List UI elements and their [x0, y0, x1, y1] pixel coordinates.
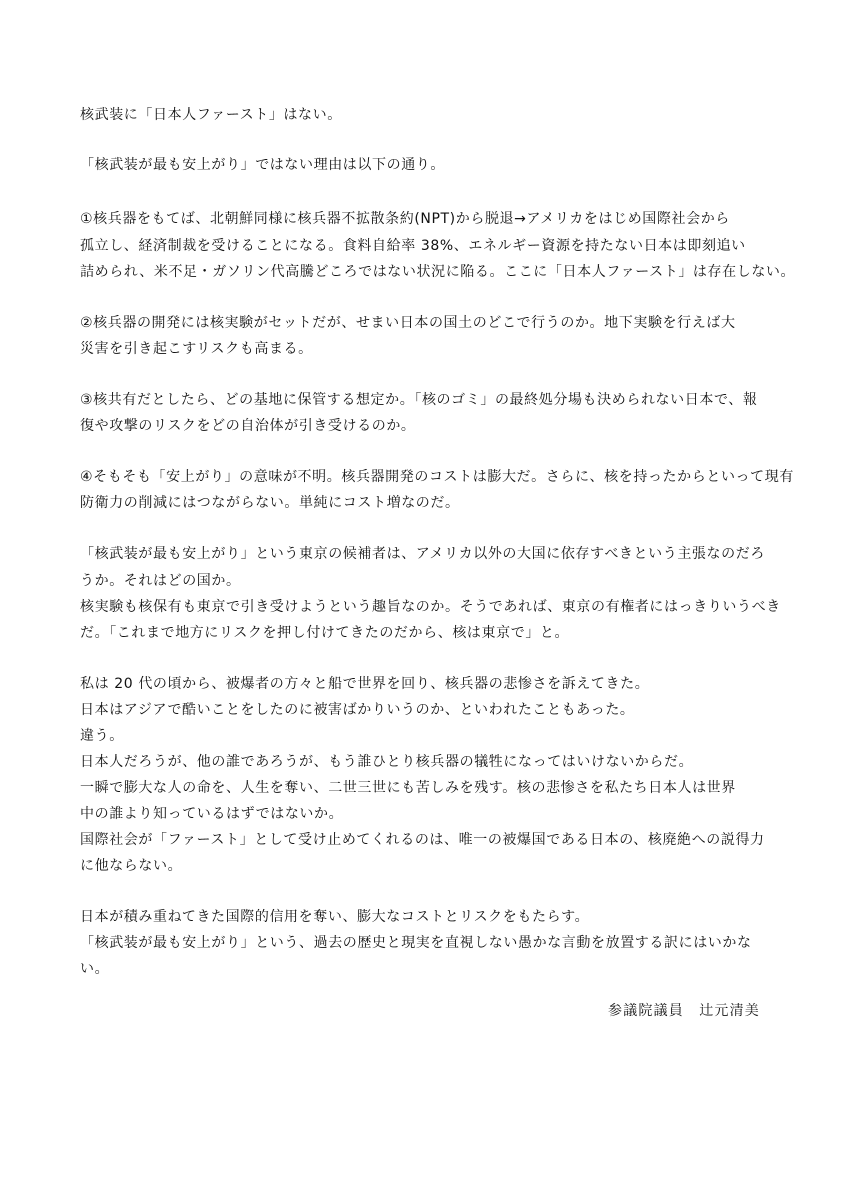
- intro-line: 「核武装が最も安上がり」ではない理由は以下の通り。: [80, 157, 445, 173]
- conclusion-paragraph-line: い。: [80, 961, 110, 977]
- conclusion-paragraph-line: 日本が積み重ねてきた国際的信用を奪い、膨大なコストとリスクをもたらす。: [80, 909, 590, 925]
- personal-paragraph-line: に他ならない。: [80, 858, 183, 874]
- personal-paragraph-line: 日本人だろうが、他の誰であろうが、もう誰ひとり核兵器の犠牲になってはいけないからだ。: [80, 754, 694, 770]
- candidate-paragraph-line: うか。それはどの国か。: [80, 573, 241, 589]
- personal-paragraph-line: 私は 20 代の頃から、被爆者の方々と船で世界を回り、核兵器の悲惨さを訴えてきた。: [80, 676, 650, 692]
- point-1-line: 孤立し、経済制裁を受けることになる。食料自給率 38%、エネルギー資源を持たない日本は即刻追い: [80, 238, 746, 254]
- candidate-paragraph-line: 核実験も核保有も東京で引き受けようという趣旨なのか。そうであれば、東京の有権者にはっきりいうべき: [80, 599, 781, 615]
- candidate-paragraph-line: 「核武装が最も安上がり」という東京の候補者は、アメリカ以外の大国に依存すべきという主張なのだろ: [80, 546, 765, 562]
- conclusion-paragraph-line: 「核武装が最も安上がり」という、過去の歴史と現実を直視しない愚かな言動を放置する訳にはいかな: [80, 935, 752, 951]
- personal-paragraph-line: 違う。: [80, 728, 124, 744]
- personal-paragraph-line: 国際社会が「ファースト」として受け止めてくれるのは、唯一の被爆国である日本の、核廃絶への説得力: [80, 832, 765, 848]
- personal-paragraph-line: 一瞬で膨大な人の命を、人生を奪い、二世三世にも苦しみを残す。核の悲惨さを私たち日本人は世界: [80, 780, 736, 796]
- point-1-line: ①核兵器をもてば、北朝鮮同様に核兵器不拡散条約(NPT)から脱退→アメリカをはじめ国際社会から: [80, 211, 730, 227]
- document-title: 核武装に「日本人ファースト」はない。: [80, 107, 342, 123]
- point-3-line: ③核共有だとしたら、どの基地に保管する想定か。「核のゴミ」の最終処分場も決められない日本で、報: [80, 392, 758, 408]
- author-signature: 参議院議員 辻元清美: [608, 1003, 760, 1019]
- point-4-line: ④そもそも「安上がり」の意味が不明。核兵器開発のコストは膨大だ。さらに、核を持ったからといって現有: [80, 469, 794, 485]
- point-3-line: 復や攻撃のリスクをどの自治体が引き受けるのか。: [80, 418, 416, 434]
- point-4-line: 防衛力の削減にはつながらない。単純にコスト増なのだ。: [80, 495, 460, 511]
- personal-paragraph-line: 日本はアジアで酷いことをしたのに被害ばかりいうのか、といわれたこともあった。: [80, 702, 635, 718]
- point-1-line: 詰められ、米不足・ガソリン代高騰どころではない状況に陥る。ここに「日本人ファースト」は存在しない。: [80, 264, 796, 280]
- candidate-paragraph-line: だ。「これまで地方にリスクを押し付けてきたのだから、核は東京で」と。: [80, 625, 570, 641]
- point-2-line: ②核兵器の開発には核実験がセットだが、せまい日本の国土のどこで行うのか。地下実験を行えば大: [80, 315, 736, 331]
- personal-paragraph-line: 中の誰より知っているはずではないか。: [80, 806, 344, 822]
- point-2-line: 災害を引き起こすリスクも高まる。: [80, 341, 313, 357]
